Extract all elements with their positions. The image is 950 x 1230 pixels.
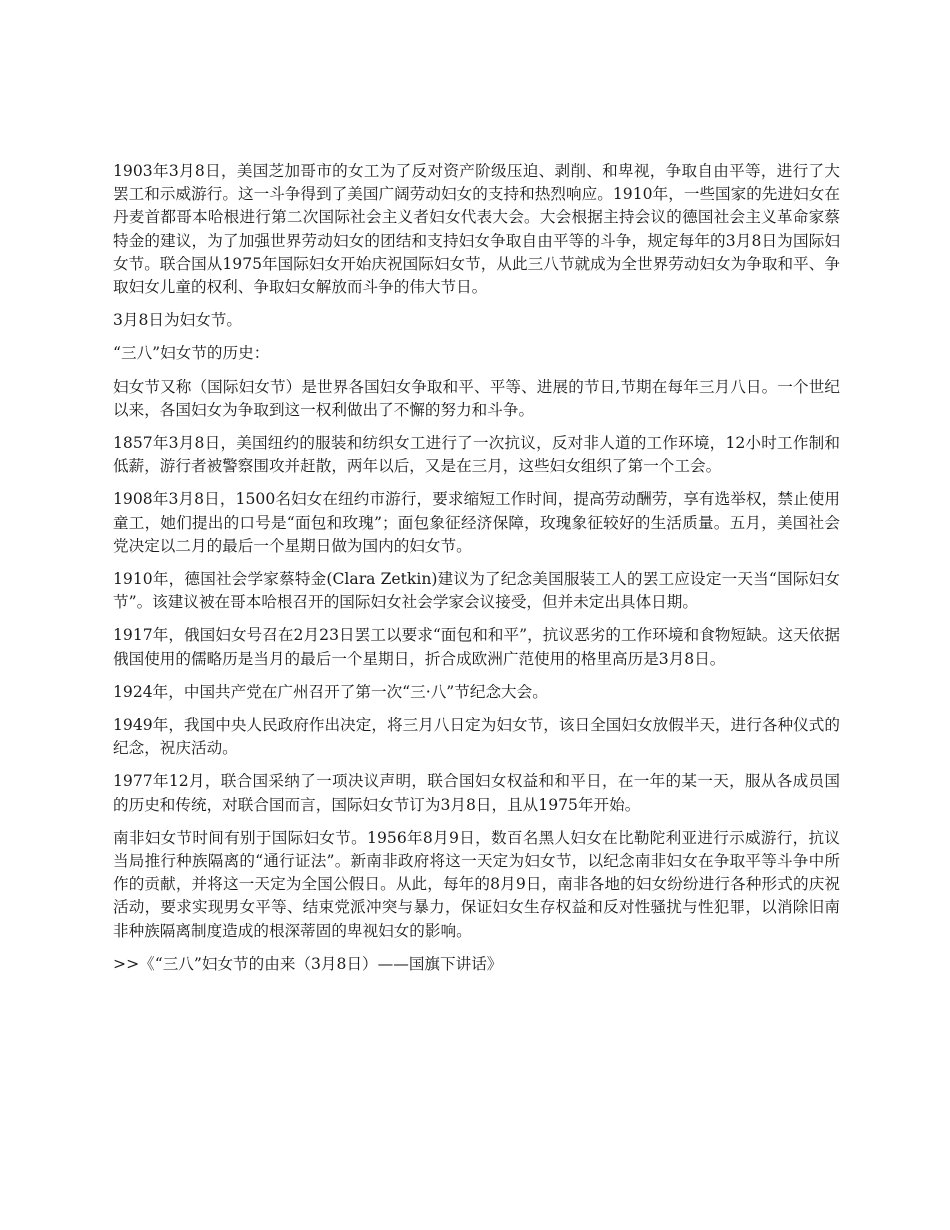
paragraph-1949: 1949年，我国中央人民政府作出决定，将三月八日定为妇女节，该日全国妇女放假半天，进行各种仪式的纪念，祝庆活动。 xyxy=(113,716,840,758)
paragraph-1977: 1977年12月，联合国采纳了一项决议声明，联合国妇女权益和和平日，在一年的某一天，服从各成员国的历史和传统，对联合国而言，国际妇女节订为3月8日，且从1975年开始。 xyxy=(113,772,840,814)
paragraph-1908: 1908年3月8日，1500名妇女在纽约市游行，要求缩短工作时间，提高劳动酬劳，享有选举权，禁止使用童工，她们提出的口号是“面包和玫瑰”；面包象征经济保障，玫瑰象征较好的生活质量。五月，美国社会党决定以二月的最后一个星期日做为国内的妇女节。 xyxy=(113,490,840,555)
paragraph-womens-day-date: 3月8日为妇女节。 xyxy=(113,311,242,330)
paragraph-1910: 1910年，德国社会学家蔡特金(Clara Zetkin)建议为了纪念美国服装工人的罢工应设定一天当“国际妇女节”。该建议被在哥本哈根召开的国际妇女社会学家会议接受，但并未定出具体日期。 xyxy=(113,570,840,612)
paragraph-south-africa: 南非妇女节时间有别于国际妇女节。1956年8月9日，数百名黑人妇女在比勒陀利亚进行示威游行，抗议当局推行种族隔离的“通行证法”。新南非政府将这一天定为妇女节，以纪念南非妇女在争取平等斗争中所作的贡献，并将这一天定为全国公假日。从此，每年的8月9日，南非各地的妇女纷纷进行各种形式的庆祝活动，要求实现男女平等、结束党派冲突与暴力，保证妇女生存权益和反对性骚扰与性犯罪，以消除旧南非种族隔离制度造成的根深蒂固的卑视妇女的影响。 xyxy=(113,828,840,940)
paragraph-1917: 1917年，俄国妇女号召在2月23日罢工以要求“面包和和平”，抗议恶劣的工作环境和食物短缺。这天依据俄国使用的儒略历是当月的最后一个星期日，折合成欧洲广范使用的格里高历是3月8日。 xyxy=(113,626,840,668)
paragraph-history-heading: “三八”妇女节的历史： xyxy=(113,344,270,363)
paragraph-1903-history: 1903年3月8日，美国芝加哥市的女工为了反对资产阶级压迫、剥削、和卑视，争取自由平等，进行了大罢工和示威游行。这一斗争得到了美国广阔劳动妇女的支持和热烈响应。1910年，一些国家的先进妇女在丹麦首都哥本哈根进行第二次国际社会主义者妇女代表大会。大会根据主持会议的德国社会主义革命家蔡特金的建议，为了加强世界劳动妇女的团结和支持妇女争取自由平等的斗争，规定每年的3月8日为国际妇女节。联合国从1975年国际妇女开始庆祝国际妇女节，从此三八节就成为全世界劳动妇女为争取和平、争取妇女儿童的权利、争取妇女解放而斗争的伟大节日。 xyxy=(113,162,840,297)
paragraph-1857: 1857年3月8日，美国纽约的服装和纺织女工进行了一次抗议，反对非人道的工作环境，12小时工作制和低薪，游行者被警察围攻并赶散，两年以后，又是在三月，这些妇女组织了第一个工会。 xyxy=(113,434,840,476)
document-body xyxy=(113,160,840,976)
related-article-link[interactable]: >>《“三八”妇女节的由来（3月8日）——国旗下讲话》 xyxy=(113,954,503,973)
paragraph-1924: 1924年，中国共产党在广州召开了第一次“三·八”节纪念大会。 xyxy=(113,682,548,701)
paragraph-definition: 妇女节又称（国际妇女节）是世界各国妇女争取和平、平等、进展的节日,节期在每年三月八日。一个世纪以来，各国妇女为争取到这一权利做出了不懈的努力和斗争。 xyxy=(113,377,840,419)
